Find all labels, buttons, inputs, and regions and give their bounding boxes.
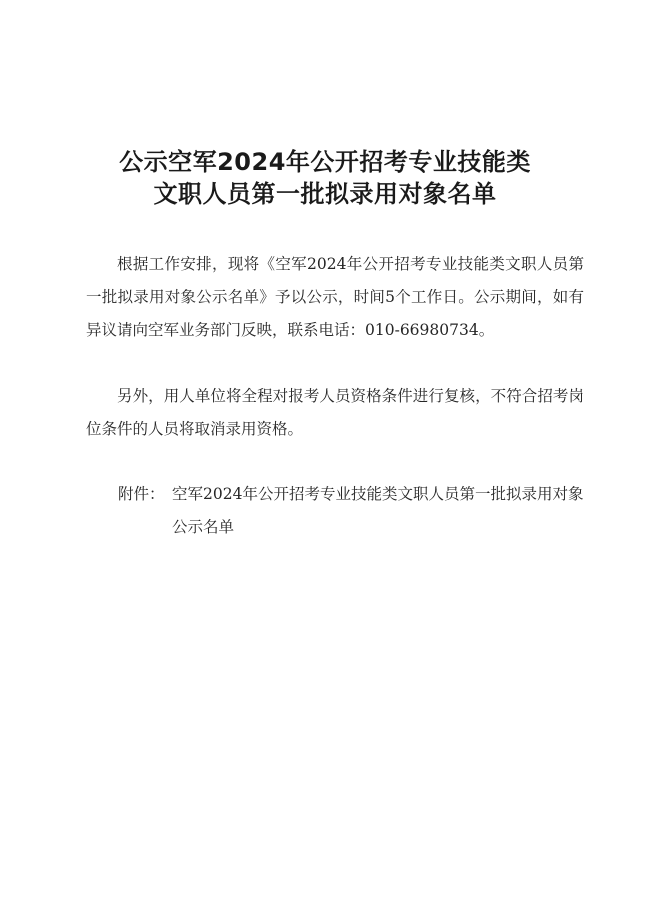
- document-title: [0, 146, 650, 210]
- attachment-text: 空军2024年公开招考专业技能类文职人员第一批拟录用对象公示名单: [172, 485, 584, 536]
- body-paragraph-1: 根据工作安排，现将《空军2024年公开招考专业技能类文职人员第一批拟录用对象公示名单》予以公示，时间5个工作日。公示期间，如有异议请向空军业务部门反映，联系电话：010-66980734。: [86, 255, 584, 339]
- body-paragraph-2: 另外，用人单位将全程对报考人员资格条件进行复核，不符合招考岗位条件的人员将取消录用资格。: [86, 387, 584, 438]
- title-line-1: 公示空军2024年公开招考专业技能类: [119, 148, 531, 176]
- title-line-2: 文职人员第一批拟录用对象名单: [153, 180, 497, 208]
- attachment-label: 附件：: [118, 485, 165, 503]
